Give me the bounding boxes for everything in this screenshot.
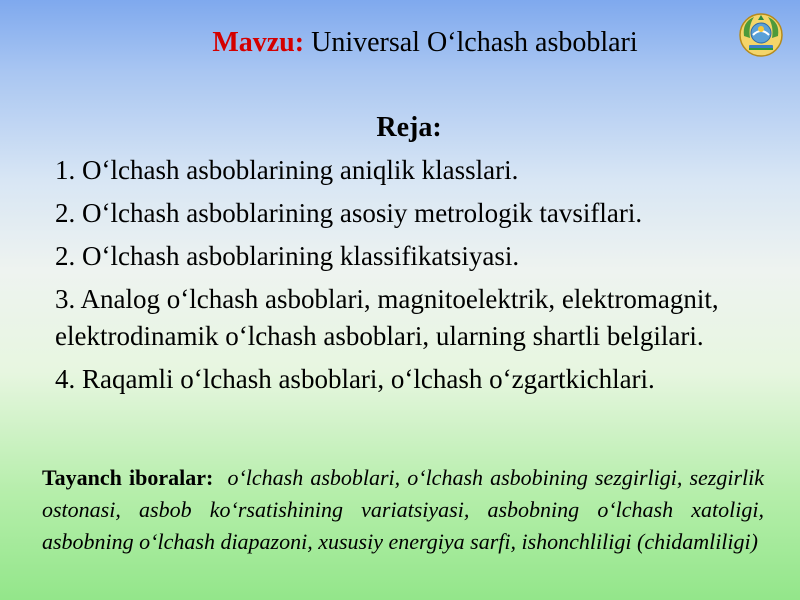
- plan-heading: Reja:: [376, 112, 442, 143]
- coat-of-arms-icon: [738, 12, 784, 58]
- slide-title: [0, 27, 800, 59]
- plan-item: 2. O‘lchash asboblarining klassifikatsiyasi.: [55, 241, 520, 271]
- plan-item: 4. Raqamli o‘lchash asboblari, o‘lchash o‘zgartkichlari.: [55, 364, 655, 394]
- plan-list: [55, 152, 775, 404]
- keywords-paragraph: [42, 462, 764, 558]
- plan-item: 1. O‘lchash asboblarining aniqlik klasslari.: [55, 155, 519, 185]
- plan-item: 3. Analog o‘lchash asboblari, magnitoelektrik, elektromagnit, elektrodinamik o‘lchash asboblari, ularning shartli belgilari.: [55, 284, 719, 351]
- slide-title-text: Universal O‘lchash asboblari: [311, 27, 638, 58]
- slide-title-prefix: Mavzu:: [212, 27, 305, 58]
- keywords-text: o‘lchash asboblari, o‘lchash asbobining sezgirligi, sezgirlik ostonasi, asbob ko‘rsatishining variatsiyasi, asbobning o‘lchash xatoligi, asbobning o‘lchash diapazoni, xususiy energiya sarfi, ishonchliligi (chidamliligi): [42, 465, 764, 554]
- plan-item: 2. O‘lchash asboblarining asosiy metrologik tavsiflari.: [55, 198, 643, 228]
- keywords-label: Tayanch iboralar:: [42, 465, 214, 490]
